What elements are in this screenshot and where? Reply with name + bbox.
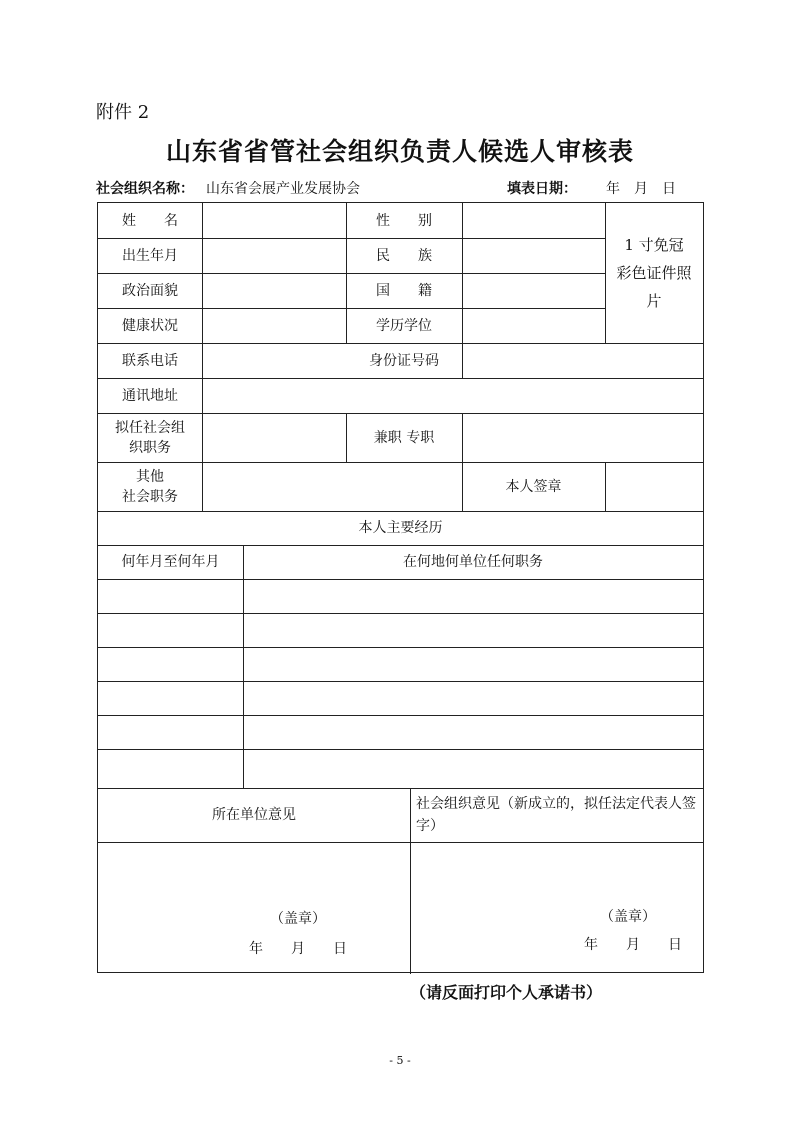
political-label: 政治面貌 — [122, 282, 178, 299]
birth-label: 出生年月 — [122, 247, 178, 264]
experience-period-field[interactable] — [98, 613, 243, 647]
health-label: 健康状况 — [122, 317, 178, 334]
address-field[interactable] — [202, 378, 703, 413]
ethnicity-label: 民 族 — [376, 247, 432, 264]
ethnicity-field[interactable] — [462, 238, 605, 273]
proposed-position-label — [98, 413, 202, 462]
nationality-field[interactable] — [462, 273, 605, 308]
page-number: - 5 - — [389, 1054, 411, 1067]
experience-period-field[interactable] — [98, 681, 243, 715]
id-number-field[interactable] — [462, 343, 703, 378]
photo-text-line2: 彩色证件照 — [616, 264, 692, 282]
nationality-label: 国 籍 — [376, 282, 432, 299]
experience-period-header: 何年月至何年月 — [121, 554, 220, 570]
experience-position-field[interactable] — [243, 681, 703, 715]
photo-box[interactable] — [605, 203, 703, 343]
unit-opinion-label: 所在单位意见 — [212, 807, 296, 823]
education-label: 学历学位 — [376, 317, 432, 334]
org-date-label: 年 月 日 — [584, 937, 682, 953]
parttime-fulltime-field[interactable] — [462, 413, 703, 462]
signature-field[interactable] — [605, 462, 703, 511]
document-title: 山东省省管社会组织负责人候选人审核表 — [165, 137, 634, 166]
unit-date-label: 年 月 日 — [249, 941, 347, 957]
org-stamp-label: （盖章） — [600, 909, 656, 925]
political-field[interactable] — [202, 273, 346, 308]
parttime-fulltime-label: 兼职 专职 — [373, 429, 435, 446]
experience-position-header: 在何地何单位任何职务 — [403, 554, 543, 570]
proposed-position-field[interactable] — [202, 413, 346, 462]
experience-position-field[interactable] — [243, 749, 703, 788]
id-number-label: 身份证号码 — [369, 352, 439, 369]
proposed-position-line2: 织职务 — [129, 439, 171, 456]
experience-position-field[interactable] — [243, 613, 703, 647]
proposed-position-line1: 拟任社会组 — [115, 419, 185, 436]
application-form-table — [97, 202, 704, 973]
health-field[interactable] — [202, 308, 346, 343]
org-opinion-label: 社会组织意见（新成立的，拟任法定代表人签字） — [416, 796, 696, 834]
other-position-field[interactable] — [202, 462, 462, 511]
other-position-line1: 其他 — [136, 468, 164, 485]
experience-position-field[interactable] — [243, 579, 703, 613]
address-label: 通讯地址 — [122, 387, 178, 404]
gender-field[interactable] — [462, 203, 605, 238]
org-name-value: 山东省会展产业发展协会 — [206, 181, 360, 197]
name-field[interactable] — [202, 203, 346, 238]
phone-field[interactable] — [202, 343, 346, 378]
experience-period-field[interactable] — [98, 749, 243, 788]
attachment-label: 附件 2 — [96, 102, 150, 123]
print-instruction-note: （请反面打印个人承诺书） — [410, 983, 603, 1002]
org-name-label: 社会组织名称： — [96, 181, 194, 197]
fill-date-label: 填表日期： — [507, 181, 577, 197]
photo-text-line3: 片 — [646, 292, 662, 310]
experience-period-field[interactable] — [98, 715, 243, 749]
experience-period-field[interactable] — [98, 647, 243, 681]
photo-text-line1: 1 寸免冠 — [624, 236, 684, 254]
gender-label: 性 别 — [376, 212, 432, 229]
phone-label: 联系电话 — [122, 352, 178, 369]
other-position-line2: 社会职务 — [122, 488, 178, 505]
signature-label: 本人签章 — [505, 478, 562, 495]
name-label: 姓 名 — [122, 212, 178, 229]
experience-position-field[interactable] — [243, 715, 703, 749]
unit-stamp-label: （盖章） — [270, 911, 326, 927]
education-field[interactable] — [462, 308, 605, 343]
fill-date-value: 年 月 日 — [606, 181, 676, 197]
experience-period-field[interactable] — [98, 579, 243, 613]
other-position-label — [98, 462, 202, 511]
experience-title: 本人主要经历 — [358, 520, 443, 536]
experience-position-field[interactable] — [243, 647, 703, 681]
birth-field[interactable] — [202, 238, 346, 273]
